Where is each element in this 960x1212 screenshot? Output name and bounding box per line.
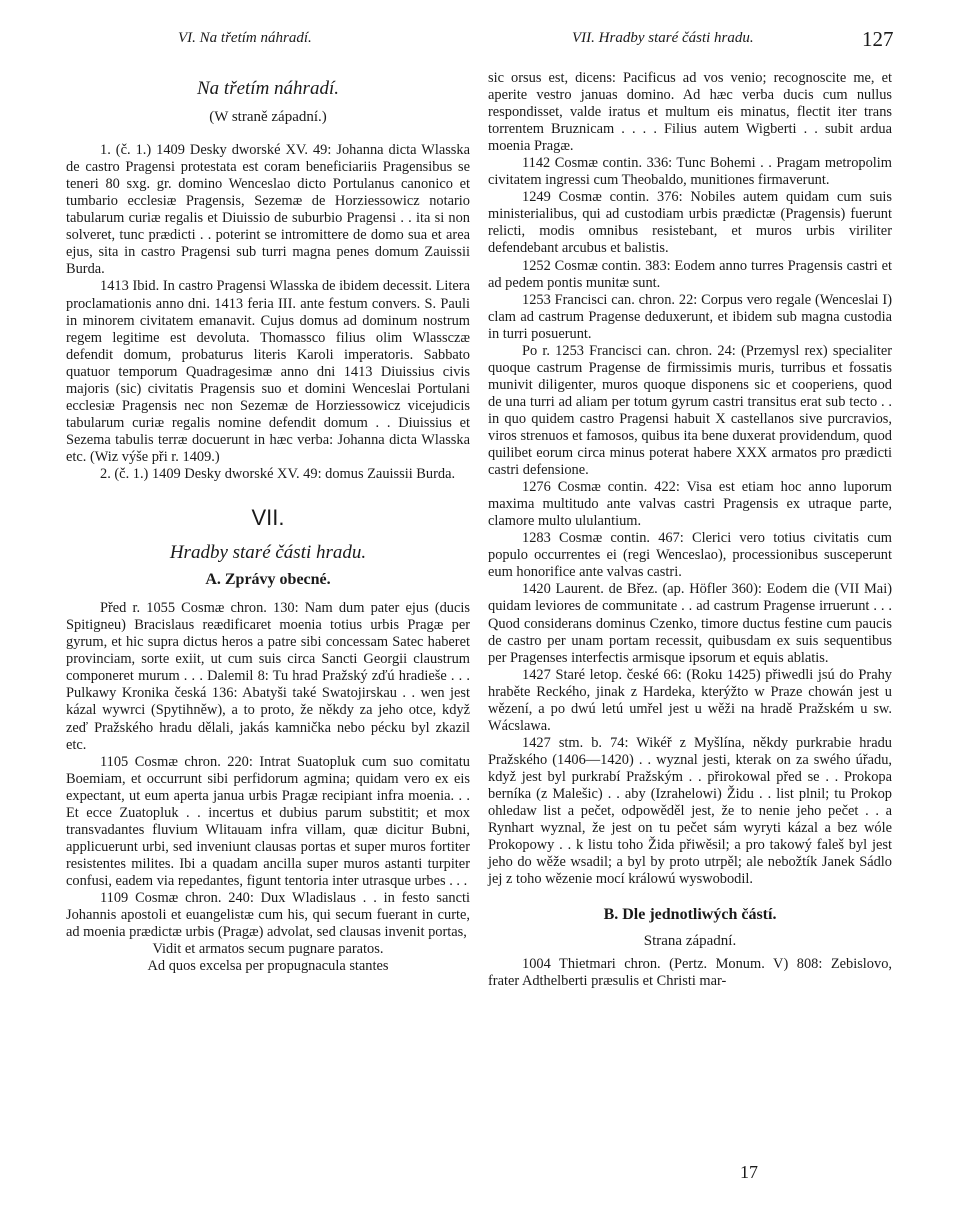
paragraph-1105: 1105 Cosmæ chron. 220: Intrat Suatopluk cum suo comitatu Boemiam, et occurrunt sibi perfidorum agmina; quidam vero ex eis expectant, ut eum aperta janua urbis Pragæ recipiant infra moenia. . . Et ecce Zuatopluk . . incertus et dubius parum substitit; et mox transvadantes fluvium Wlitauam infra villam, quæ dicitur Bubni, applicuerunt urbi, sed inveniunt clausas portas et super muros fortiter resistentes milites. Ibi a quadam ancilla super muros astanti turpiter confusi, eadem via repedantes, figunt tentoria inter utrasque urbes . . . [66, 753, 470, 889]
chapter-title: Hradby staré části hradu. [169, 542, 367, 564]
subsection-b-subheading: Strana západní. [643, 933, 737, 950]
paragraph-1004: 1004 Thietmari chron. (Pertz. Monum. V) 808: Zebislovo, frater Adthelberti præsulis et Christi mar- [488, 956, 892, 990]
subsection-a-heading: A. Zprávy obecné. [205, 571, 331, 589]
paragraph-1142: 1142 Cosmæ contin. 336: Tunc Bohemi . . Pragam metropolim civitatem ingressi cum Theobaldo, munitiones firmaverunt. [488, 155, 892, 189]
section-title: Na třetím náhradí. [197, 78, 339, 99]
paragraph-1249: 1249 Cosmæ contin. 376: Nobiles autem quidam cum suis ministerialibus, qui ad custodiam urbis prædictæ (Pragensis) fuerunt relicti, modis omnibus resistebant, et muros urbis viriliter defendebant arcubus et balistis. [488, 189, 892, 257]
entry-1409-desky: 1. (č. 1.) 1409 Desky dworské XV. 49: Johanna dicta Wlasska de castro Pragensi protestata est coram beneficiariis Pragensibus se teneri 80 sxg. gr. domino Wenceslao dicto Portulanus canonico et tumbario ecclesiæ Pragensis, Sezemæ de Horziessowicz notario tabularum curiæ regalis et Diuissio de suburbio Pragensi . . ita si non solveret, tunc prædicti . . poterint se intromittere de domo sua et area ejus, sita in castro Pragensi sub turri magna penes domum Zauissii Burda. [66, 142, 470, 278]
paragraph-1276: 1276 Cosmæ contin. 422: Visa est etiam hoc anno luporum maxima multitudo ante valvas castri Pragensis ex utraque parte, clamore multo ululantium. [488, 479, 892, 530]
subsection-b-heading: B. Dle jednotliwých částí. [603, 906, 777, 924]
verse-line-2: Ad quos excelsa per propugnacula stantes [147, 958, 389, 975]
verse-line-1: Vidit et armatos secum pugnare paratos. [152, 941, 384, 958]
section-subtitle: (W straně západní.) [209, 109, 327, 126]
paragraph-1109: 1109 Cosmæ chron. 240: Dux Wladislaus . . in festo sancti Johannis apostoli et euangelistæ cum his, qui secum fuerant in curte, ad moenia prædictæ urbis (Pragæ) advolat, sed clausas invenit portas, [66, 889, 470, 941]
paragraph-continuation: sic orsus est, dicens: Pacificus ad vos venio; recognoscite me, et aperite vestro januas domino. Ad hæc verba ducis cum nullus respondisset, valde iratus et multum eis minatus, flectit iter trans torrentem Bruznicam . . . . Filius autem Wigberti . . subit ardua moenia Pragæ. [488, 70, 892, 155]
paragraph-1055: Před r. 1055 Cosmæ chron. 130: Nam dum pater ejus (ducis Spitigneu) Bracislaus reædificaret moenia totius urbis Pragæ per gyrum, et hic supra dictus heros a patre sibi concessam Satec haberet provinciam, sorte exiit, ut cum suis circa Sancti Georgii claustrum componeret murum . . . Dalemil 8: Tu hrad Pražský zďú hradieše . . . Pulkawy Kronika česká 136: Abatyši také Swatojirskau . . wen jest kázal wywrci (Spytihněw), a to proto, že někdy za jeho otce, když zeď Pražského hradu dělali, jakás kamnička nebo pécku byl zkazil etc. [66, 600, 470, 753]
paragraph-1252: 1252 Cosmæ contin. 383: Eodem anno turres Pragensis castri et ad pedem pontis munitæ sunt. [488, 257, 892, 291]
paragraph-po-1253: Po r. 1253 Francisci can. chron. 24: (Przemysl rex) specialiter quoque castrum Pragense de firmissimis muris, turribus et fossatis munivit diligenter, muros quoque disponens sic et cooperiens, quod de una turri ad aliam per totum gyrum castri transitus erat sub tecto . . in quo quidem castro Pragensi habuit X castellanos sive purcravios, viros strenuos et famosos, quibus ita bene duxerat providendum, quod quilibet eorum circa minus poterat habere XXX armatos pro prædicti castri defensione. [488, 342, 892, 479]
signature-number: 17 [740, 1162, 758, 1182]
entry-2-1409: 2. (č. 1.) 1409 Desky dworské XV. 49: domus Zauissii Burda. [100, 465, 456, 482]
paragraph-1420: 1420 Laurent. de Břez. (ap. Höfler 360): Eodem die (VII Mai) quidam leviores de communitate . . ad castrum Pragense irruerunt . . . Quod considerans dominus Czenko, timore ductus festine cum paucis de castro per unam portam recessit, quibusdam ex suis sequentibus per Pragenses interfectis armisque ipsorum et equis ablatis. [488, 581, 892, 666]
paragraph-1283: 1283 Cosmæ contin. 467: Clerici vero totius civitatis cum populo occurrentes ei (regi Wenceslao), processionibus susceperunt eum honorifice ante valvas castri. [488, 530, 892, 581]
entry-1413-ibid: 1413 Ibid. In castro Pragensi Wlasska de ibidem decessit. Litera proclamationis anno dni. 1413 feria III. ante festum convers. S. Pauli in minorem civitatem emanavit. Cujus domus ad dominum nostrum regem legitime est devoluta. Thomassco filius olim Wlassczæ defendit domum, probaturus literis Karoli imperatoris. Sabbato quatuor temporum Quadragesimæ anno dni 1413 Diuissius civis majoris (sic) civitatis Pragensis suo et domini Wenceslai Portulani ecclesiæ Pragensis nec non Sezemæ de Horziessowicz vicejudicis tabularum curiæ regalis nomine defendit domum . . Diuissius et Sezema tabulis terræ docuerunt in hæc verba: Johanna dicta Wlasska etc. (Wiz výše při r. 1409.) [66, 278, 470, 465]
running-head-right: VII. Hradby staré části hradu. [572, 30, 754, 46]
running-head-left: VI. Na třetím náhradí. [178, 30, 312, 46]
paragraph-1253: 1253 Francisci can. chron. 22: Corpus vero regale (Wenceslai I) clam ad castrum Pragense deduxerunt, et ibidem sub magna custodia in turri posuerunt. [488, 291, 892, 342]
right-column [488, 70, 892, 990]
page-number: 127 [862, 27, 894, 51]
chapter-numeral: VII. [251, 505, 285, 531]
paragraph-1427-letop: 1427 Staré letop. české 66: (Roku 1425) přiwedli jsú do Prahy hraběte Reckého, jinak z Hardeka, kterýžto w Praze chowán jest u wězení, a po dwú letú umřel jest u wěži na hradě Pražském u sw. Wácslawa. [488, 666, 892, 734]
paragraph-1427-stm: 1427 stm. b. 74: Wikéř z Myšlína, někdy purkrabie hradu Pražského (1406—1420) . . wyznal jesti, kterak on za swého úřadu, když jest byl purkrabí Pražským . . přirokowal před se . . Prokopa berníka (z Malešic) . . aby (Izrahelowi) Židu . . list plnil; tu Prokop ohledaw list a pečet, odpowěděl jest, že to nenie jeho pečet . . a Rynhart wyznal, že jest on tu pečet sám wyryti kázal a bez wóle Prokopowy . . k listu toho Žida přiwěsil; a pro takowý faleš byl jest jeho do wěže wsadil; a byl by proto utrpěl; ale nebožtík Janek Sádlo jej z toho wězenie mocí králowú wyswobodil. [488, 734, 892, 888]
left-column [66, 70, 470, 975]
